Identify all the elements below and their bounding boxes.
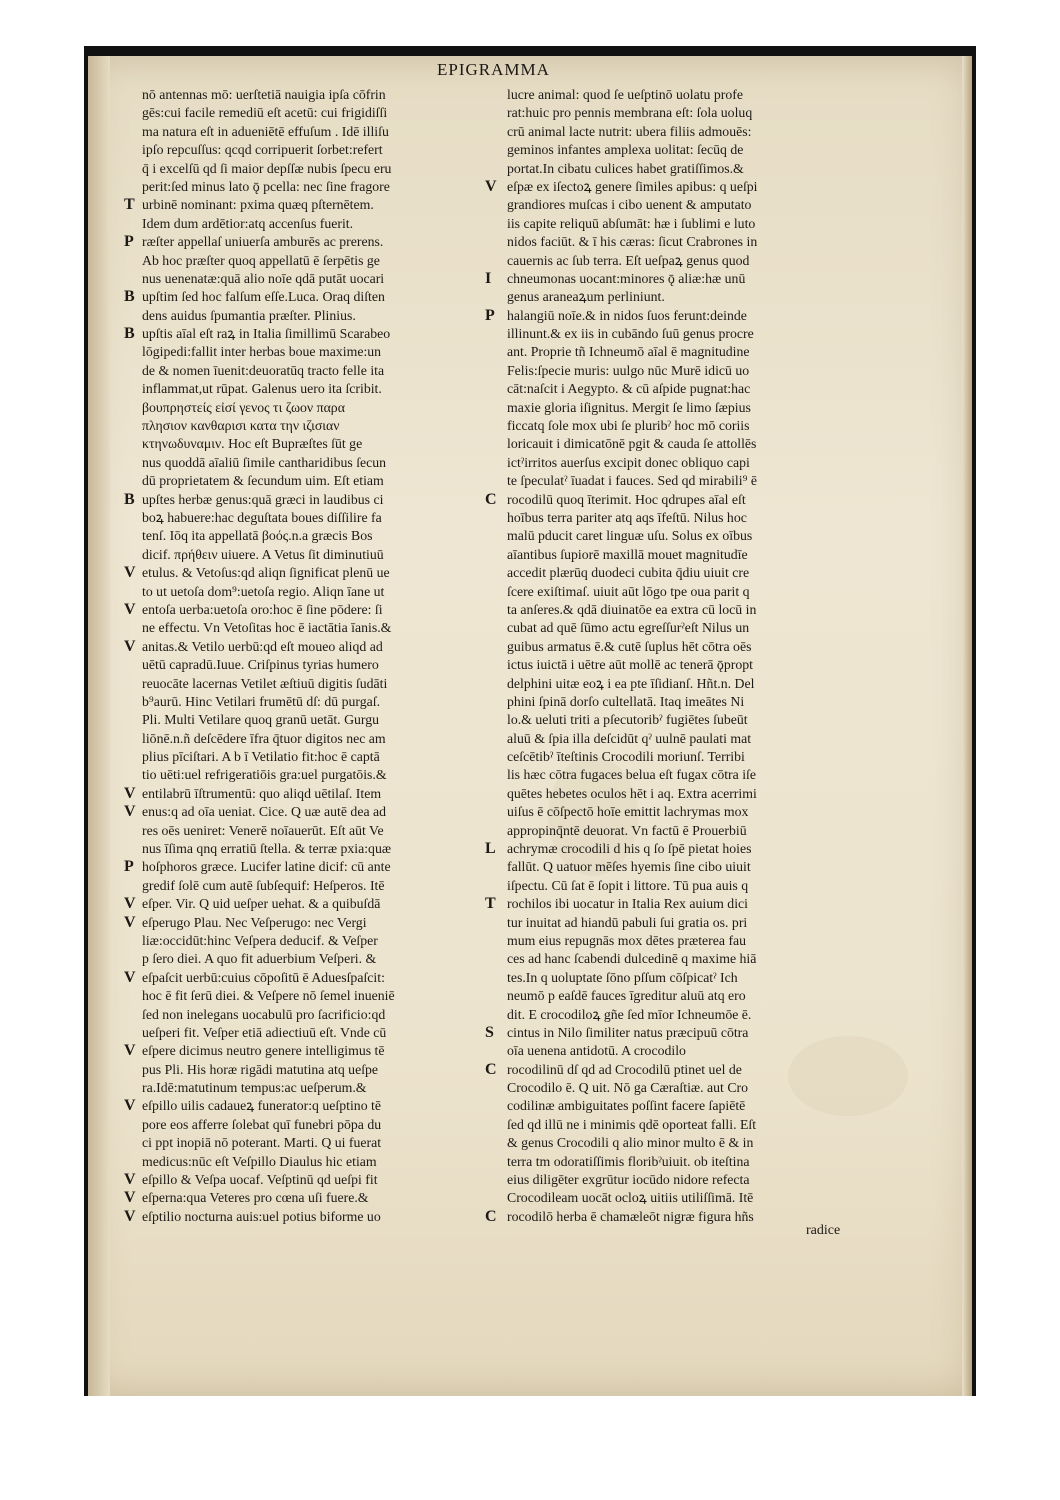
text-line xyxy=(507,1006,937,1024)
line-text: to ut uetoſa dom⁹:uetoſa regio. Aliqn īane ut xyxy=(142,583,385,599)
line-text: iis capite reliquū abſumāt: hæ i ſublimi e luto xyxy=(507,215,756,231)
text-line xyxy=(142,307,570,325)
line-text: grandiores muſcas i cibo uenent & amputato xyxy=(507,197,752,213)
line-text: appropinq̄ntē deuorat. Vn factū ē Prouerbiū xyxy=(507,822,747,838)
text-line xyxy=(142,417,570,435)
text-line xyxy=(124,1189,570,1207)
line-text: entilabrū īſtrumentū: quo aliqd uētilaſ. Item xyxy=(142,785,382,801)
text-line xyxy=(142,1079,570,1097)
text-line xyxy=(507,123,937,141)
line-text: uētū capradū.Iuue. Criſpinus tyrias humero xyxy=(142,657,379,673)
line-text: neumō p eaſdē fauces īgreditur aluū atq ero xyxy=(507,988,746,1004)
line-text: ta anſeres.& qdā diuinatōe ea extra cū locū in xyxy=(507,601,757,617)
text-line xyxy=(507,1116,937,1134)
text-line xyxy=(142,509,570,527)
line-text: eſpillo & Veſpa uocaf. Veſptinū qd ueſpi fit xyxy=(142,1172,378,1188)
line-text: aīantibus ſupiorē maxillā mouet magnitudīe xyxy=(507,546,748,562)
line-text: portat.In cibatu culices habet gratiſſimos.& xyxy=(507,160,744,176)
text-line xyxy=(124,1207,570,1226)
line-text: dens auidus ſpumantia præſter. Plinius. xyxy=(142,307,356,323)
text-line xyxy=(142,950,570,968)
line-text: ma natura eſt in adueniētē effuſum . Idē illiſu xyxy=(142,123,389,139)
line-text: ra.Idē:matutinum tempus:ac ueſperum.& xyxy=(142,1080,367,1096)
line-text: ceſcētibˀ īteſtinis Crocodili moriunſ. Terribi xyxy=(507,749,745,765)
line-text: ne effectu. Vn Vetoſitas hoc ē iactātia īanis.& xyxy=(142,620,392,636)
line-text: perit:ſed minus lato ǭ pcella: nec ſine fragore xyxy=(142,178,390,194)
guide-letter: B xyxy=(124,288,135,306)
line-text: hoībus terra pariter atq aqs īfeſtū. Nilus hoc xyxy=(507,509,747,525)
text-line xyxy=(142,527,570,545)
line-text: dicif. πρήθειν uiuere. A Vetus ſit diminutiuū xyxy=(142,546,384,562)
line-text: b⁹aurū. Hinc Vetilari frumētū dſ: dū purgaſ. xyxy=(142,693,381,709)
text-line xyxy=(142,454,570,472)
line-text: terra tm odoratiſſimis floribˀuiuit. ob iteſtina xyxy=(507,1153,750,1169)
text-line xyxy=(507,1079,937,1097)
text-line xyxy=(142,270,570,288)
line-text: nō antennas mō: uerſtetiā nauigia ipſa cōfrin xyxy=(142,87,386,102)
line-text: uiſus ē cōſpectō hoīe emittit lachrymas mox xyxy=(507,804,749,820)
line-text: ſed qd illū ne i minimis qdē oporteat falli. Eſt xyxy=(507,1116,757,1132)
guide-letter: V xyxy=(124,1189,136,1207)
line-text: fallūt. Q uatuor mēſes hyemis ſine cibo uiuit xyxy=(507,859,751,875)
line-text: lis hæc cōtra fugaces belua eſt fugax cōtra iſe xyxy=(507,767,757,783)
text-line xyxy=(142,693,570,711)
guide-letter: I xyxy=(485,269,492,287)
line-text: ant. Proprie tñ Ichneumō aīal ē magnitudine xyxy=(507,344,750,360)
text-line xyxy=(507,288,937,306)
guide-letter: B xyxy=(124,490,135,508)
text-line xyxy=(142,104,570,122)
line-text: ces ad hanc ſcabendi dulcedinē q maxime hiā xyxy=(507,951,757,967)
text-line xyxy=(142,877,570,895)
text-line xyxy=(124,1171,570,1189)
text-line xyxy=(507,693,937,711)
text-line xyxy=(142,399,570,417)
text-line xyxy=(142,1153,570,1171)
line-text: ictˀirritos auerſus excipit donec obliquo capi xyxy=(507,454,750,470)
text-line xyxy=(507,656,937,674)
line-text: nus quoddā aīaliū ſimile cantharidibus ſecun xyxy=(142,454,387,470)
text-line xyxy=(142,766,570,784)
text-line xyxy=(507,932,937,950)
line-text: reuocāte lacernas Vetilet æſtiuū digitis ſudāti xyxy=(142,675,388,691)
line-text: lucre animal: quod ſe ueſptinō uolatu profe xyxy=(507,87,744,102)
guide-letter: V xyxy=(124,600,136,618)
line-text: cubat ad quē ſūmo actu egreſſurˀeſt Nilus un xyxy=(507,620,750,636)
text-line xyxy=(507,877,937,895)
text-line xyxy=(507,325,937,343)
line-text: eſpere dicimus neutro genere intelligimus tē xyxy=(142,1043,385,1059)
line-text: halangiū noīe.& in nidos ſuos ferunt:deinde xyxy=(507,307,747,323)
line-text: tenſ. Iōq ita appellatā βοός.n.a græcis Bos xyxy=(142,528,373,544)
text-line xyxy=(124,858,570,876)
line-text: pore eos afferre ſolebat quī funebri pōpa du xyxy=(142,1116,382,1132)
line-text: delphini uitæ eoꝝ i ea pte īſidianſ. Hñt.n. Del xyxy=(507,675,755,691)
text-line xyxy=(142,822,570,840)
text-line xyxy=(507,546,937,564)
line-text: nus īſima qnq erratiū ſtella. & terræ pxia:quæ xyxy=(142,841,392,857)
text-line xyxy=(142,1134,570,1152)
line-text: aluū & ſpia illa deſcidūt qˀ uulnē paulati mat xyxy=(507,730,752,746)
line-text: oīa uenena antidotū. A crocodilo xyxy=(507,1043,686,1059)
text-line xyxy=(142,1116,570,1134)
guide-letter: V xyxy=(124,895,136,913)
text-line xyxy=(507,766,937,784)
text-line xyxy=(507,380,937,398)
line-text: gredif ſolē cum autē ſubſequif: Heſperos. Itē xyxy=(142,877,385,893)
text-line xyxy=(507,601,937,619)
text-line xyxy=(142,987,570,1005)
line-text: βουπρηστείς εἰσί γενος τι ζωον παρα xyxy=(142,399,345,415)
text-line xyxy=(507,987,937,1005)
text-line xyxy=(142,656,570,674)
text-line xyxy=(124,490,570,509)
line-text: eſpaſcit uerbū:cuius cōpoſitū ē Aduesſpaſcit: xyxy=(142,969,385,985)
line-text: plius pīciſtari. A b ī Vetilatio fit:hoc ē captā xyxy=(142,749,380,765)
guide-letter: T xyxy=(485,895,496,913)
line-text: q̄ i excelſū qd ſi maior depſſæ nubis ſpecu eru xyxy=(142,160,392,176)
guide-letter: V xyxy=(124,968,136,986)
line-text: iſpectu. Cū ſat ē ſopit i littore. Tū pua auis q xyxy=(507,877,749,893)
text-line xyxy=(507,950,937,968)
line-text: κτηνωδυναμιν. Hoc eſt Bupræſtes ſūt ge xyxy=(142,436,363,452)
line-text: urbinē nominant: pxima quæq pſternētem. xyxy=(142,197,374,213)
text-line xyxy=(507,435,937,453)
line-text: Ab hoc præſter quoq appellatū ē ſerpētis ge xyxy=(142,252,380,268)
line-text: genus araneaꝝum perliniunt. xyxy=(507,289,665,305)
line-text: chneumonas uocant:minores ǭ aliæ:hæ unū xyxy=(507,270,746,286)
text-line xyxy=(142,1061,570,1079)
text-line xyxy=(142,160,570,178)
line-text: rat:huic pro pennis membrana eſt: ſola uoluq xyxy=(507,105,753,121)
line-text: lōgipedi:fallit inter herbas boue maxime:un xyxy=(142,344,382,360)
text-line xyxy=(485,1060,937,1079)
running-head: EPIGRAMMA xyxy=(437,60,550,79)
text-line xyxy=(507,969,937,987)
line-text: & genus Crocodili q alio minor multo ē & in xyxy=(507,1135,754,1151)
line-text: eſpæ ex iſectoꝝ genere ſimiles apibus: q ueſpi xyxy=(507,178,758,194)
text-line xyxy=(485,840,937,858)
line-text: eius diligēter exgrūtur iocūdo nidore refecta xyxy=(507,1172,750,1188)
text-line xyxy=(142,1006,570,1024)
text-line xyxy=(507,160,937,178)
text-line xyxy=(507,1097,937,1115)
guide-letter: T xyxy=(124,196,135,214)
guide-letter: C xyxy=(485,1060,497,1078)
text-line xyxy=(142,583,570,601)
text-line xyxy=(142,435,570,453)
line-text: phini ſpinā dorſo cultellatā. Itaq imeātes Ni xyxy=(507,693,745,709)
line-text: ræſter appellaſ uniuerſa amburēs ac prerens. xyxy=(142,234,384,250)
text-line xyxy=(507,1042,937,1060)
line-text: hoc ē fit ſerū diei. & Veſpere nō ſemel inueniē xyxy=(142,988,395,1004)
text-line xyxy=(124,564,570,582)
line-text: ci ppt inopiā nō poterant. Marti. Q ui fuerat xyxy=(142,1135,382,1151)
guide-letter: L xyxy=(485,840,496,858)
line-text: lo.& ueluti triti a pſecutoribˀ fugiētes ſubeūt xyxy=(507,712,748,728)
text-line xyxy=(507,104,937,122)
line-text: eſper. Vir. Q uid ueſper uehat. & a quibuſdā xyxy=(142,896,381,912)
text-line xyxy=(507,399,937,417)
guide-letter: V xyxy=(124,803,136,821)
text-line xyxy=(507,196,937,214)
guide-letter: C xyxy=(485,490,497,508)
line-text: Crocodilo ē. Q uit. Nō ga Cæraſtiæ. aut Cro xyxy=(507,1080,749,1096)
text-line xyxy=(507,454,937,472)
line-text: liæ:occidūt:hinc Veſpera deducif. & Veſper xyxy=(142,932,378,948)
line-text: nus uenenatæ:quā alio noīe qdā putāt uocari xyxy=(142,270,385,286)
text-line xyxy=(142,711,570,729)
guide-letter: C xyxy=(485,1207,497,1225)
line-text: eſperna:qua Veteres pro cœna uſi fuere.& xyxy=(142,1190,369,1206)
line-text: eſperugo Plau. Nec Veſperugo: nec Vergi xyxy=(142,914,367,930)
text-line xyxy=(507,858,937,876)
line-text: accedit plærūq duodeci cubita q̄diu uiuit cre xyxy=(507,565,750,581)
line-text: etulus. & Vetoſus:qd aliqn ſignificat plenū ue xyxy=(142,565,390,581)
text-line xyxy=(485,306,937,325)
text-line xyxy=(124,968,570,987)
line-text: illinunt.& ex iis in cubāndo ſuū genus procre xyxy=(507,326,754,342)
text-line xyxy=(485,895,937,913)
guide-letter: S xyxy=(485,1023,494,1041)
text-line xyxy=(142,472,570,490)
guide-letter: V xyxy=(124,1097,136,1115)
text-line xyxy=(507,472,937,490)
line-text: tur inuitat ad hiandū pabuli ſui gratia os. pri xyxy=(507,914,748,930)
line-text: Pli. Multi Vetilare quoq granū uetāt. Gurgu xyxy=(142,712,380,728)
text-line xyxy=(507,803,937,821)
line-text: dit. E crocodiloꝝ gñe ſed mīor Ichneumōe ē. xyxy=(507,1006,752,1022)
text-line xyxy=(507,215,937,233)
guide-letter: V xyxy=(124,1042,136,1060)
text-line xyxy=(507,233,937,251)
text-line xyxy=(142,343,570,361)
text-line xyxy=(142,178,570,196)
line-text: ſed non inelegans uocabulū pro ſacrificio:qd xyxy=(142,1006,386,1022)
text-line xyxy=(124,895,570,913)
line-text: ſcere exiſtimaſ. uiuit aūt lōgo tpe oua parit q xyxy=(507,583,750,599)
line-text: boꝝ habuere:hac deguſtata boues diſſilire fa xyxy=(142,509,382,525)
guide-letter: B xyxy=(124,325,135,343)
guide-letter: P xyxy=(124,858,134,876)
text-line xyxy=(142,932,570,950)
guide-letter: P xyxy=(124,233,134,251)
catchword: radice xyxy=(806,1223,841,1238)
line-text: te ſpeculatˀ īuadat i fauces. Sed qd mirabili⁹ ē xyxy=(507,473,757,489)
line-text: hoſphoros græce. Lucifer latine dicif: cū ante xyxy=(142,859,391,875)
line-text: cauernis ac ſub terra. Eſt ueſpaꝝ genus quod xyxy=(507,252,750,268)
line-text: rocodilinū dſ qd ad Crocodilū ptinet uel de xyxy=(507,1061,742,1077)
guide-letter: V xyxy=(124,913,136,931)
line-text: tes.In q uoluptate ſōno pſſum cōſpicatˀ Ich xyxy=(507,969,738,985)
line-text: loricauit i dimicatōnē pgit & cauda ſe attollēs xyxy=(507,436,757,452)
text-line xyxy=(142,1024,570,1042)
text-line xyxy=(124,325,570,343)
line-text: nidos faciūt. & ī his cæras: ſicut Crabrones in xyxy=(507,234,758,250)
text-line xyxy=(124,1097,570,1115)
line-text: geminos infantes amplexa uolitat: ſecūq de xyxy=(507,142,744,158)
text-line xyxy=(507,1153,937,1171)
guide-letter: V xyxy=(124,637,136,655)
line-text: upſtim ſed hoc falſum eſſe.Luca. Oraq diſten xyxy=(142,289,385,305)
text-line xyxy=(507,509,937,527)
guide-letter: V xyxy=(485,177,497,195)
text-line xyxy=(485,1207,937,1226)
text-line xyxy=(507,564,937,582)
guide-letter: V xyxy=(124,564,136,582)
guide-letter: P xyxy=(485,306,495,324)
text-line xyxy=(142,730,570,748)
line-text: cāt:naſcit i Aegypto. & cū aſpide pugnat:hac xyxy=(507,381,751,397)
line-text: cintus in Nilo ſimiliter natus præcipuū cōtra xyxy=(507,1024,749,1040)
text-line xyxy=(124,784,570,803)
line-text: pus Pli. His horæ rigādi matutina atq ueſpe xyxy=(142,1061,379,1077)
line-text: rocodilō herba ē chamæleōt nigræ figura hñs xyxy=(507,1208,754,1224)
text-line xyxy=(142,123,570,141)
text-line xyxy=(507,619,937,637)
text-line xyxy=(142,546,570,564)
text-line xyxy=(124,637,570,656)
text-line xyxy=(507,86,937,104)
line-text: quētes hebetes oculos hēt i aq. Extra acerrimi xyxy=(507,785,757,801)
text-line xyxy=(507,343,937,361)
line-text: malū pducit caret linguæ uſu. Solus ex oībus xyxy=(507,528,753,544)
line-text: rochilos ibi uocatur in Italia Rex auium dici xyxy=(507,896,749,912)
text-line xyxy=(507,711,937,729)
text-line xyxy=(124,288,570,306)
line-text: enus:q ad oīa ueniat. Cice. Q uæ autē dea ad xyxy=(142,804,387,820)
text-line xyxy=(142,252,570,270)
line-text: upſtes herbæ genus:quā græci in laudibus ci xyxy=(142,491,384,507)
left-text-column xyxy=(124,86,570,1226)
line-text: entoſa uerba:uetoſa oro:hoc ē ſine pōdere: ſi xyxy=(142,601,383,617)
line-text: Idem dum ardētior:atq accenſus fuerit. xyxy=(142,215,354,231)
line-text: de & nomen īuenit:deuoratūq tracto felle ita xyxy=(142,362,385,378)
line-text: p ſero diei. A quo fit aduerbium Veſperi. & xyxy=(142,951,377,967)
line-text: res oēs ueniret: Venerē noīauerūt. Eſt aūt Ve xyxy=(142,822,384,838)
text-line xyxy=(507,527,937,545)
text-line xyxy=(142,380,570,398)
line-text: guibus armatus ē.& cutē ſuplus hēt cōtra oēs xyxy=(507,638,752,654)
text-line xyxy=(142,362,570,380)
line-text: ficcatq ſole mox ubi ſe pluribˀ hoc mō coriis xyxy=(507,418,750,434)
text-line xyxy=(124,196,570,214)
line-text: mum eius repugnās mox dētes præterea fau xyxy=(507,932,747,948)
text-line xyxy=(507,748,937,766)
text-line xyxy=(485,269,937,288)
text-line xyxy=(124,1042,570,1060)
line-text: Felis:ſpecie muris: uulgo nūc Murē idicū uo xyxy=(507,362,750,378)
line-text: ipſo repcuſſus: qcqd corripuerit ſorbet:refert xyxy=(142,142,383,158)
line-text: Crocodileam uocāt ocloꝝ uitiis utiliſſimā. Itē xyxy=(507,1190,754,1206)
text-line xyxy=(142,141,570,159)
text-line xyxy=(485,490,937,509)
text-line xyxy=(124,233,570,251)
text-line xyxy=(507,1171,937,1189)
text-line xyxy=(507,675,937,693)
text-line xyxy=(507,252,937,270)
binding-gutter xyxy=(88,56,110,1396)
text-line xyxy=(142,619,570,637)
line-text: eſpillo uilis cadaueꝝ funerator:q ueſptino tē xyxy=(142,1098,381,1114)
line-text: achrymæ crocodili d his q ſo ſpē pietat hoies xyxy=(507,841,752,857)
line-text: gēs:cui facile remediū eſt acetū: cui frigidiſſi xyxy=(142,105,388,121)
line-text: upſtis aīal eſt raꝝ in Italia ſimillimū Scarabeo xyxy=(142,326,391,342)
text-line xyxy=(142,748,570,766)
text-line xyxy=(142,215,570,233)
text-line xyxy=(485,1023,937,1042)
text-line xyxy=(507,1134,937,1152)
line-text: dū proprietatem & ſecundum uim. Eſt etiam xyxy=(142,473,384,489)
line-text: inflammat,ut rūpat. Galenus uero ita ſcribit. xyxy=(142,381,382,397)
text-line xyxy=(124,600,570,619)
text-line xyxy=(507,1189,937,1207)
text-line xyxy=(507,141,937,159)
text-line xyxy=(507,914,937,932)
text-line xyxy=(507,730,937,748)
text-line xyxy=(507,362,937,380)
line-text: medicus:nūc eſt Veſpillo Diaulus hic etiam xyxy=(142,1153,377,1169)
guide-letter: V xyxy=(124,784,136,802)
text-line xyxy=(485,177,937,196)
line-text: liōnē.n.ñ deſcēdere īfra q̄tuor digitos nec am xyxy=(142,730,386,746)
text-line xyxy=(507,583,937,601)
text-line xyxy=(507,822,937,840)
text-line xyxy=(142,675,570,693)
line-text: maxie gloria iſignitus. Mergit ſe limo ſæpius xyxy=(507,399,751,415)
guide-letter: V xyxy=(124,1171,136,1189)
text-line xyxy=(142,840,570,858)
text-line xyxy=(124,803,570,821)
line-text: πλησιον κανθαρισι κατα την ιζισιαν xyxy=(142,418,340,434)
text-line xyxy=(124,913,570,932)
text-line xyxy=(507,417,937,435)
line-text: anitas.& Vetilo uerbū:qd eſt moueo aliqd ad xyxy=(142,638,383,654)
line-text: tio uēti:uel refrigeratiōis gra:uel purgatōis.& xyxy=(142,767,387,783)
line-text: rocodilū quoq īterimit. Hoc qdrupes aīal eſt xyxy=(507,491,746,507)
page-edge xyxy=(962,56,972,1396)
text-line xyxy=(507,785,937,803)
text-line xyxy=(507,638,937,656)
line-text: eſptilio nocturna auis:uel potius biforme uo xyxy=(142,1208,381,1224)
line-text: ueſperi fit. Veſper etiā adiectiuū eſt. Vnde cū xyxy=(142,1024,387,1040)
right-text-column xyxy=(485,86,937,1226)
line-text: ictus iuictā i uētre aūt mollē ac tenerā ǭpropt xyxy=(507,657,753,673)
line-text: crū animal lacte nutrit: ubera filiis admouēs: xyxy=(507,123,752,139)
text-line xyxy=(142,86,570,104)
guide-letter: V xyxy=(124,1207,136,1225)
line-text: codilinæ ambiguitates poſſint facere ſapiētē xyxy=(507,1098,746,1114)
